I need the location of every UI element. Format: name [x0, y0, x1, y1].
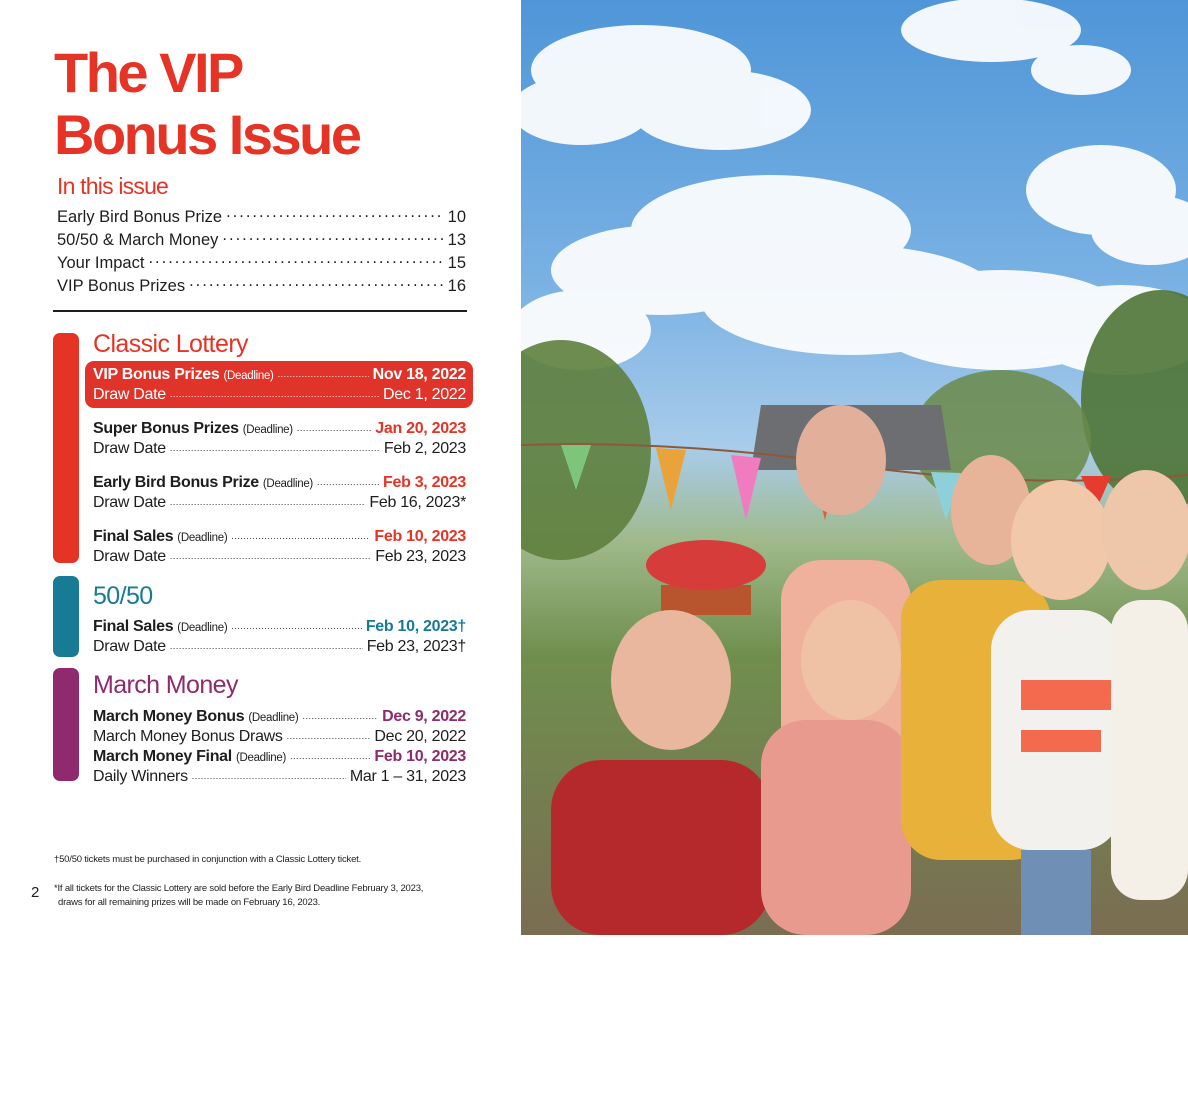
draw-date-label: Daily Winners	[93, 768, 188, 785]
deadline-date: Feb 3, 2023	[383, 474, 466, 491]
deadline-date: Dec 9, 2022	[382, 708, 466, 725]
title-line-1: The VIP	[54, 41, 242, 104]
deadline-tag: (Deadline)	[262, 478, 313, 490]
draw-date: Feb 23, 2023†	[366, 638, 466, 655]
toc-item[interactable]	[57, 274, 466, 297]
deadline-row	[93, 745, 466, 765]
vip-bonus-highlight	[85, 361, 473, 408]
section-divider	[53, 310, 467, 312]
dot-leader	[231, 525, 370, 541]
dot-leader	[290, 745, 370, 761]
deadline-tag: (Deadline)	[248, 712, 299, 724]
dot-leader	[170, 437, 380, 453]
early-bird-group	[93, 471, 466, 511]
toc-item-page: 10	[447, 207, 466, 226]
deadline-date: Feb 10, 2023	[374, 748, 466, 765]
toc-item-page: 16	[447, 276, 466, 295]
final-sales-group	[93, 525, 466, 565]
toc-item-label: Your Impact	[57, 253, 145, 272]
draw-date: Dec 20, 2022	[374, 728, 466, 745]
title-line-2: Bonus Issue	[54, 103, 360, 166]
draw-date-label: Draw Date	[93, 440, 166, 457]
prize-label: VIP Bonus Prizes	[93, 366, 220, 383]
draw-date-label: Draw Date	[93, 494, 166, 511]
dot-leader	[278, 363, 369, 379]
dot-leader	[170, 383, 379, 399]
deadline-date: Feb 10, 2023	[374, 528, 466, 545]
draw-date: Dec 1, 2022	[383, 386, 466, 403]
classic-lottery-heading: Classic Lottery	[93, 330, 248, 358]
prize-label: Final Sales	[93, 618, 174, 635]
deadline-tag: (Deadline)	[223, 370, 274, 382]
march-money-group	[93, 705, 466, 785]
deadline-row	[93, 705, 466, 725]
dot-leader	[189, 274, 444, 291]
draw-date-row	[93, 545, 466, 565]
dot-leader	[302, 705, 378, 721]
table-of-contents	[57, 205, 466, 297]
deadline-row	[93, 525, 466, 545]
dot-leader	[287, 725, 371, 741]
draw-date-label: Draw Date	[93, 638, 166, 655]
family-celebration-photo	[521, 0, 1188, 935]
prize-label: March Money Bonus	[93, 708, 245, 725]
super-bonus-group	[93, 417, 466, 457]
draw-date-row	[93, 765, 466, 785]
draw-date-row	[93, 635, 466, 655]
dot-leader	[148, 251, 443, 268]
dot-leader	[297, 417, 371, 433]
dot-leader	[192, 765, 346, 781]
toc-item[interactable]	[57, 251, 466, 274]
dot-leader	[226, 205, 444, 222]
draw-date: Mar 1 – 31, 2023	[349, 768, 466, 785]
toc-item-page: 15	[447, 253, 466, 272]
draw-date-row	[93, 437, 466, 457]
footnote-asterisk-line-2: draws for all remaining prizes will be made on February 16, 2023.	[58, 897, 321, 908]
draw-date-row	[93, 491, 466, 511]
draw-date-label: Draw Date	[93, 548, 166, 565]
toc-item-label: Early Bird Bonus Prize	[57, 207, 223, 226]
issue-contents-panel	[0, 0, 521, 1100]
deadline-tag: (Deadline)	[235, 752, 286, 764]
deadline-date: Feb 10, 2023†	[365, 618, 466, 635]
toc-item[interactable]	[57, 205, 466, 228]
draw-date: Feb 2, 2023	[383, 440, 466, 457]
draw-date-label: Draw Date	[93, 386, 166, 403]
photo-illustration	[521, 0, 1188, 935]
page-title	[54, 42, 359, 166]
march-money-heading: March Money	[93, 671, 238, 699]
clouds	[521, 0, 1188, 375]
deadline-tag: (Deadline)	[177, 532, 228, 544]
draw-date: Feb 23, 2023	[375, 548, 466, 565]
footnote-dagger: †50/50 tickets must be purchased in conjunction with a Classic Lottery ticket.	[54, 854, 362, 865]
draw-date-row	[93, 725, 466, 745]
draw-date: Feb 16, 2023*	[369, 494, 466, 511]
page-number: 2	[31, 884, 40, 901]
toc-item-label: VIP Bonus Prizes	[57, 276, 186, 295]
prize-label: Super Bonus Prizes	[93, 420, 239, 437]
toc-item[interactable]	[57, 228, 466, 251]
classic-lottery-color-bar	[53, 333, 79, 563]
dot-leader	[317, 471, 379, 487]
deadline-row	[93, 417, 466, 437]
footnote-asterisk-line-1: *If all tickets for the Classic Lottery are sold before the Early Bird Deadline February 3, 2023,	[54, 883, 424, 894]
deadline-tag: (Deadline)	[177, 622, 228, 634]
deadline-row	[93, 471, 466, 491]
fifty-fifty-color-bar	[53, 576, 79, 657]
deadline-date: Nov 18, 2022	[372, 366, 466, 383]
dot-leader	[170, 635, 363, 651]
dot-leader	[222, 228, 443, 245]
prize-label: Early Bird Bonus Prize	[93, 474, 259, 491]
draw-date-row	[93, 383, 466, 403]
deadline-row	[93, 363, 466, 383]
toc-item-label: 50/50 & March Money	[57, 230, 219, 249]
fifty-fifty-group	[93, 615, 466, 655]
dot-leader	[231, 615, 361, 631]
toc-heading: In this issue	[57, 173, 169, 199]
deadline-row	[93, 615, 466, 635]
prize-label: March Money Final	[93, 748, 232, 765]
draw-date-label: March Money Bonus Draws	[93, 728, 283, 745]
deadline-date: Jan 20, 2023	[375, 420, 466, 437]
prize-label: Final Sales	[93, 528, 174, 545]
dot-leader	[170, 491, 365, 507]
toc-item-page: 13	[447, 230, 466, 249]
fifty-fifty-heading: 50/50	[93, 582, 153, 610]
march-money-color-bar	[53, 668, 79, 781]
deadline-tag: (Deadline)	[242, 424, 293, 436]
footnote-asterisk	[54, 882, 494, 910]
dot-leader	[170, 545, 371, 561]
